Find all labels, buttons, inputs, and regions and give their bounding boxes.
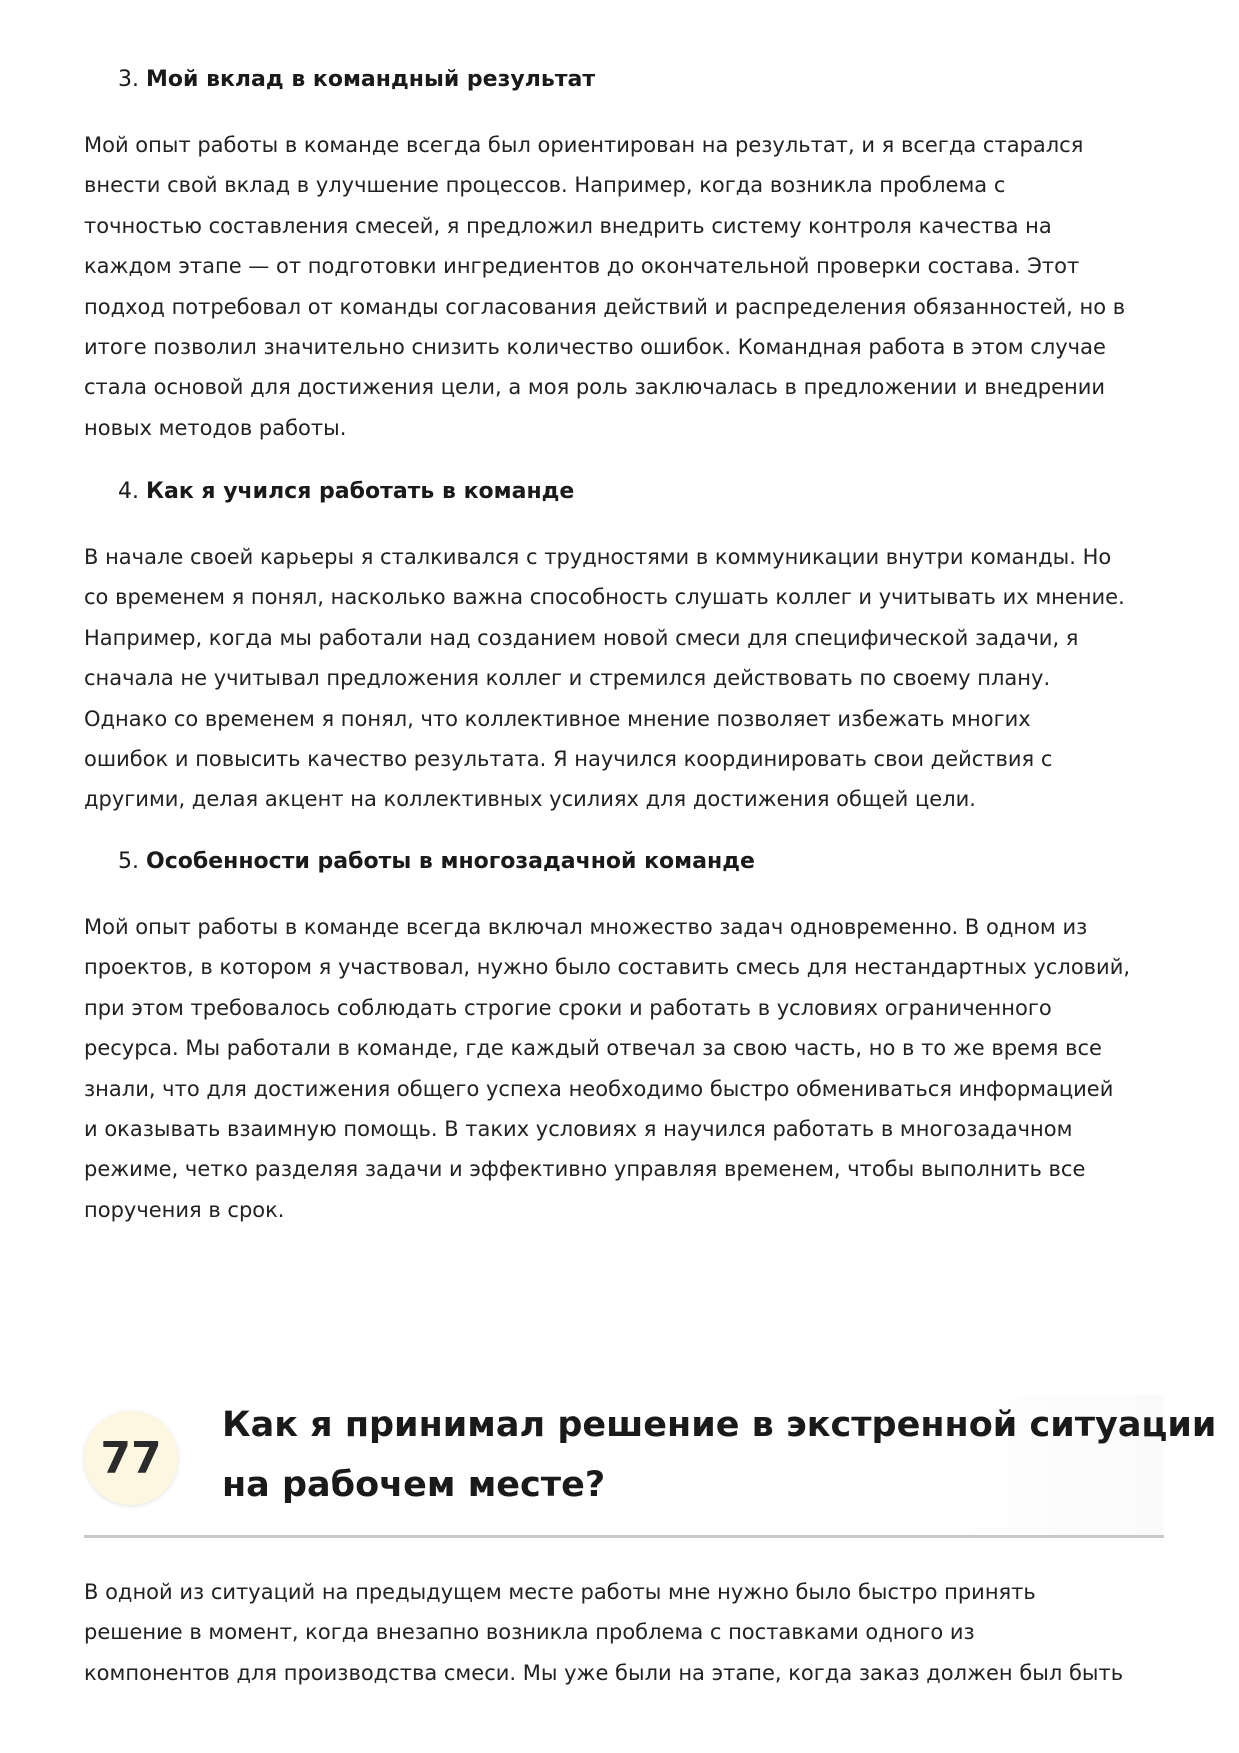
section-number: 5.: [118, 849, 139, 874]
paragraph-line: другими, делая акцент на коллективных усилиях для достижения общей цели.: [84, 787, 976, 812]
question-header: [84, 1395, 1217, 1540]
paragraph-line: режиме, четко разделяя задачи и эффективно управляя временем, чтобы выполнить все: [84, 1157, 1086, 1182]
paragraph-line: поручения в срок.: [84, 1197, 285, 1222]
question-title-line: на рабочем месте?: [222, 1465, 606, 1505]
question-number-badge: 77: [84, 1411, 178, 1505]
paragraph-line: Мой опыт работы в команде всегда был ориентирован на результат, и я всегда старался: [84, 133, 1084, 157]
section-title: Мой вклад в командный результат: [146, 67, 596, 92]
section-paragraph-5: [84, 907, 1164, 1230]
paragraph-line: новых методов работы.: [84, 415, 347, 440]
paragraph-line: В одной из ситуаций на предыдущем месте работы мне нужно было быстро принять: [84, 1580, 1036, 1604]
paragraph-line: Однако со временем я понял, что коллективное мнение позволяет избежать многих: [84, 706, 1031, 731]
section-paragraph-4: [84, 537, 1164, 820]
paragraph-line: сначала не учитывал предложения коллег и стремился действовать по своему плану.: [84, 666, 1051, 691]
paragraph-line: каждом этапе — от подготовки ингредиентов до окончательной проверки состава. Этот: [84, 254, 1080, 279]
paragraph-line: внести свой вклад в улучшение процессов. Например, когда возникла проблема с: [84, 173, 1006, 198]
paragraph-line: при этом требовалось соблюдать строгие сроки и работать в условиях ограниченного: [84, 995, 1052, 1020]
paragraph-line: подход потребовал от команды согласования действий и распределения обязанностей, но в: [84, 294, 1126, 319]
section-title: Как я учился работать в команде: [146, 479, 575, 504]
section-number: 4.: [118, 479, 139, 504]
paragraph-line: Мой опыт работы в команде всегда включал множество задач одновременно. В одном из: [84, 915, 1088, 939]
paragraph-line: В начале своей карьеры я сталкивался с трудностями в коммуникации внутри команды. Но: [84, 545, 1112, 569]
paragraph-line: ошибок и повысить качество результата. Я научился координировать свои действия с: [84, 746, 1053, 771]
paragraph-line: со временем я понял, насколько важна способность слушать коллег и учитывать их мнение.: [84, 585, 1125, 610]
section-heading-3: [118, 64, 595, 96]
question-divider: [84, 1535, 1164, 1538]
question-title: [222, 1395, 1217, 1515]
paragraph-line: и оказывать взаимную помощь. В таких условиях я научился работать в многозадачном: [84, 1116, 1073, 1141]
paragraph-line: итоге позволил значительно снизить количество ошибок. Командная работа в этом случае: [84, 334, 1106, 359]
paragraph-line: знали, что для достижения общего успеха необходимо быстро обмениваться информацией: [84, 1076, 1114, 1101]
paragraph-line: решение в момент, когда внезапно возникла проблема с поставками одного из: [84, 1620, 975, 1645]
section-number: 3.: [118, 67, 139, 92]
paragraph-line: проектов, в котором я участвовал, нужно было составить смесь для нестандартных условий,: [84, 955, 1131, 980]
paragraph-line: Например, когда мы работали над созданием новой смеси для специфической задачи, я: [84, 625, 1079, 650]
paragraph-line: точностью составления смесей, я предложил внедрить систему контроля качества на: [84, 213, 1052, 238]
section-paragraph-3: [84, 125, 1164, 448]
section-title: Особенности работы в многозадачной команде: [146, 849, 755, 874]
paragraph-line: ресурса. Мы работали в команде, где каждый отвечал за свою часть, но в то же время все: [84, 1036, 1102, 1061]
question-answer-paragraph: [84, 1572, 1164, 1693]
section-heading-5: [118, 846, 755, 878]
question-title-line: Как я принимал решение в экстренной ситуации: [222, 1405, 1217, 1445]
paragraph-line: компонентов для производства смеси. Мы уже были на этапе, когда заказ должен был быть: [84, 1660, 1124, 1685]
paragraph-line: стала основой для достижения цели, а моя роль заключалась в предложении и внедрении: [84, 375, 1106, 400]
section-heading-4: [118, 476, 574, 508]
